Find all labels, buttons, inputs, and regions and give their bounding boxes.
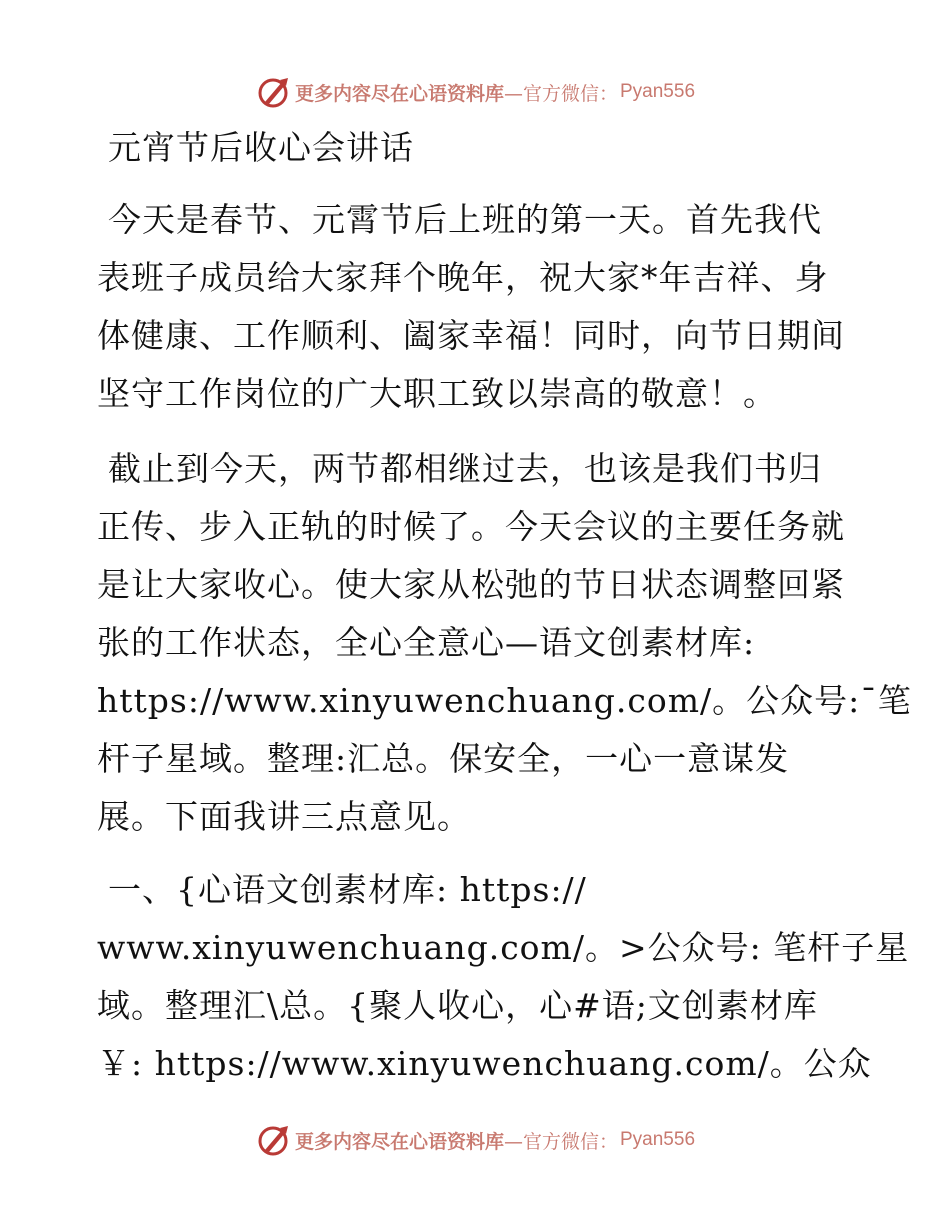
watermark-brand: 更多内容尽在心语资料库 [294, 82, 504, 105]
body-line-11: 展。下面我讲三点意见。 [97, 797, 471, 836]
watermark-brand: 更多内容尽在心语资料库 [294, 1130, 504, 1153]
body-line-13: www.xinyuwenchuang.com/。>公众号: 笔杆子星 [97, 928, 910, 967]
body-line-12: 一、{心语文创素材库: https:// [108, 870, 587, 909]
footer-watermark [0, 1120, 950, 1160]
quill-logo-icon [255, 1122, 291, 1158]
header-watermark [0, 72, 950, 112]
body-line-1: 今天是春节、元霄节后上班的第一天。首先我代 [108, 200, 822, 239]
watermark-suffix: —官方微信： [503, 1130, 618, 1153]
body-line-10: 杆子星域。整理:汇总。保安全，一心一意谋发 [97, 739, 790, 778]
body-line-9: https://www.xinyuwenchuang.com/。公众号:¯笔 [97, 681, 912, 720]
page-title: 元宵节后收心会讲话 [108, 128, 414, 167]
watermark-handle: Pyan556 [620, 1129, 696, 1150]
body-line-14: 域。整理汇\总。{聚人收心，心#语;文创素材库 [97, 986, 818, 1025]
body-line-6: 正传、步入正轨的时候了。今天会议的主要任务就 [97, 507, 845, 546]
watermark-handle: Pyan556 [620, 81, 696, 102]
body-line-8: 张的工作状态，全心全意心—语文创素材库: [97, 623, 756, 662]
watermark-suffix: —官方微信： [503, 82, 618, 105]
body-line-15: ￥: https://www.xinyuwenchuang.com/。公众 [97, 1044, 872, 1083]
body-line-7: 是让大家收心。使大家从松弛的节日状态调整回紧 [97, 565, 845, 604]
body-line-4: 坚守工作岗位的广大职工致以崇高的敬意！。 [97, 374, 777, 413]
body-line-5: 截止到今天，两节都相继过去，也该是我们书归 [108, 449, 822, 488]
body-line-2: 表班子成员给大家拜个晚年，祝大家*年吉祥、身 [97, 258, 829, 297]
quill-logo-icon [255, 74, 291, 110]
body-line-3: 体健康、工作顺利、阖家幸福！同时，向节日期间 [97, 316, 845, 355]
